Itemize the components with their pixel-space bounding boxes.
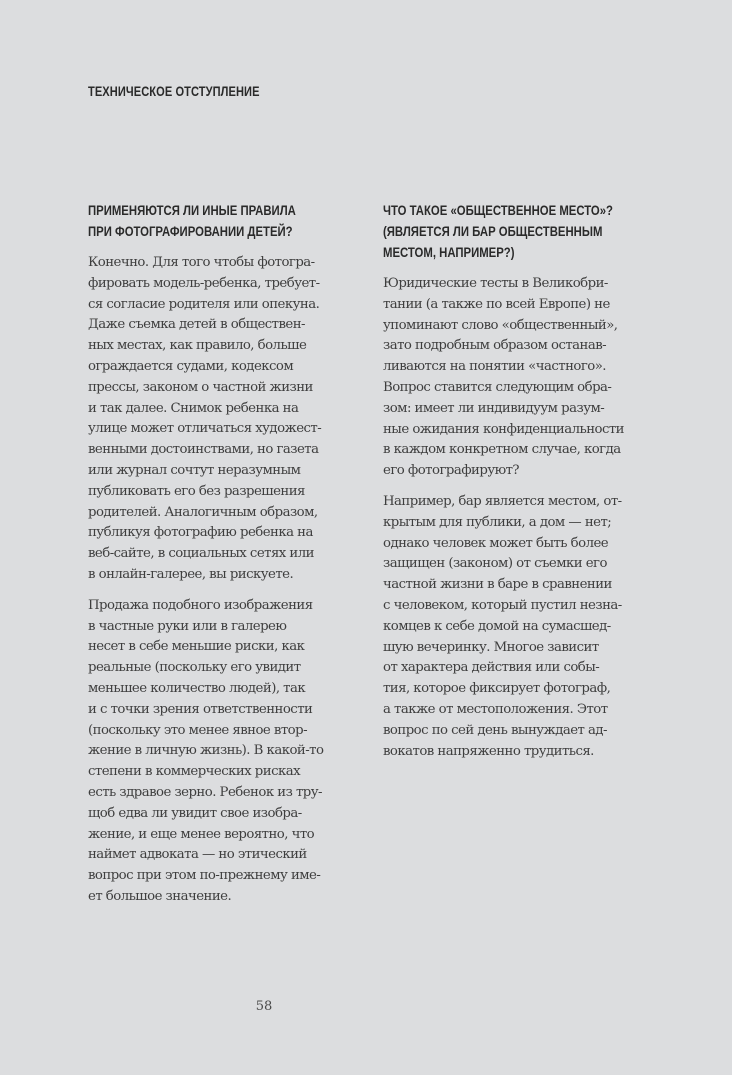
text-line: тании (а также по всей Европе) не [383, 296, 610, 312]
text-line: родителей. Аналогичным образом, [88, 504, 318, 520]
text-line: вопрос по сей день вынуждает ад- [383, 722, 607, 738]
text-line: (поскольку это менее явное втор- [88, 722, 308, 738]
text-line: улице может отличаться художест- [88, 421, 322, 437]
right-section-heading [383, 200, 618, 263]
text-line: ся согласие родителя или опекуна. [88, 296, 320, 312]
text-line: ных местах, как правило, больше [88, 338, 307, 354]
text-line: жение, и еще менее вероятно, что [88, 826, 315, 842]
text-line: крытым для публики, а дом — нет; [383, 514, 612, 530]
running-head: ТЕХНИЧЕСКОЕ ОТСТУПЛЕНИЕ [88, 84, 260, 99]
text-line: тия, которое фиксирует фотограф, [383, 681, 611, 697]
text-line: Вопрос ставится следующим обра- [383, 379, 612, 395]
text-line: фировать модель-ребенка, требует- [88, 275, 320, 291]
text-line: реальные (поскольку его увидит [88, 660, 301, 676]
text-line: веб-сайте, в социальных сетях или [88, 546, 314, 562]
right-paragraph-1 [383, 274, 663, 482]
text-line: вокатов напряженно трудиться. [383, 743, 594, 759]
text-line: публикуя фотографию ребенка на [88, 525, 313, 541]
text-line: шую вечеринку. Многое зависит [383, 639, 599, 655]
text-line: а также от местоположения. Этот [383, 701, 608, 717]
heading-line: ПРИ ФОТОГРАФИРОВАНИИ ДЕТЕЙ? [88, 224, 293, 239]
page-number: 58 [255, 999, 273, 1014]
text-line: Например, бар является местом, от- [383, 493, 622, 509]
text-line: в частные руки или в галерею [88, 618, 287, 634]
text-line: в онлайн-галерее, вы рискуете. [88, 566, 294, 582]
text-line: ет большое значение. [88, 888, 232, 904]
text-line: Даже съемка детей в обществен- [88, 317, 305, 333]
text-line: его фотографируют? [383, 463, 520, 479]
text-line: жение в личную жизнь). В какой-то [88, 743, 324, 759]
text-line: меньшее количество людей), так [88, 680, 306, 696]
right-paragraph-2 [383, 492, 663, 762]
text-line: Конечно. Для того чтобы фотогра- [88, 255, 315, 270]
text-line: есть здравое зерно. Ребенок из тру- [88, 784, 322, 800]
text-line: зато подробным образом останав- [383, 338, 607, 354]
text-line: венными достоинствами, но газета [88, 442, 319, 458]
text-line: Продажа подобного изображения [88, 597, 313, 613]
text-line: Юридические тесты в Великобри- [383, 276, 608, 291]
text-line: зом: имеет ли индивидуум разум- [383, 400, 605, 416]
heading-line: (ЯВЛЯЕТСЯ ЛИ БАР ОБЩЕСТВЕННЫМ [383, 224, 603, 239]
text-line: от характера действия или собы- [383, 660, 600, 676]
right-column [383, 200, 663, 772]
text-line: в каждом конкретном случае, когда [383, 442, 621, 458]
text-line: или журнал сочтут неразумным [88, 462, 301, 478]
left-section-heading [88, 200, 323, 242]
text-line: ограждается судами, кодексом [88, 358, 294, 374]
text-line: комцев к себе домой на сумасшед- [383, 618, 611, 634]
text-line: и с точки зрения ответственности [88, 701, 313, 717]
text-line: однако человек может быть более [383, 535, 609, 551]
text-line: наймет адвоката — но этический [88, 847, 307, 863]
text-line: несет в себе меньшие риски, как [88, 639, 305, 655]
heading-line: ЧТО ТАКОЕ «ОБЩЕСТВЕННОЕ МЕСТО»? [383, 203, 613, 218]
text-line: защищен (законом) от съемки его [383, 556, 607, 572]
text-line: степени в коммерческих рисках [88, 764, 301, 780]
heading-line: ПРИМЕНЯЮТСЯ ЛИ ИНЫЕ ПРАВИЛА [88, 203, 296, 218]
left-paragraph-2 [88, 596, 368, 908]
text-line: частной жизни в баре в сравнении [383, 577, 612, 593]
text-line: с человеком, который пустил незна- [383, 597, 622, 613]
text-line: публиковать его без разрешения [88, 483, 305, 499]
heading-line: МЕСТОМ, НАПРИМЕР?) [383, 245, 515, 260]
text-line: упоминают слово «общественный», [383, 317, 618, 333]
text-line: ные ожидания конфиденциальности [383, 421, 624, 437]
left-paragraph-1 [88, 253, 368, 586]
text-line: вопрос при этом по-прежнему име- [88, 868, 321, 884]
text-line: щоб едва ли увидит свое изобра- [88, 805, 302, 821]
text-line: ливаются на понятии «частного». [383, 359, 606, 375]
text-line: и так далее. Снимок ребенка на [88, 400, 299, 416]
left-column [88, 200, 368, 918]
text-line: прессы, законом о частной жизни [88, 379, 313, 395]
